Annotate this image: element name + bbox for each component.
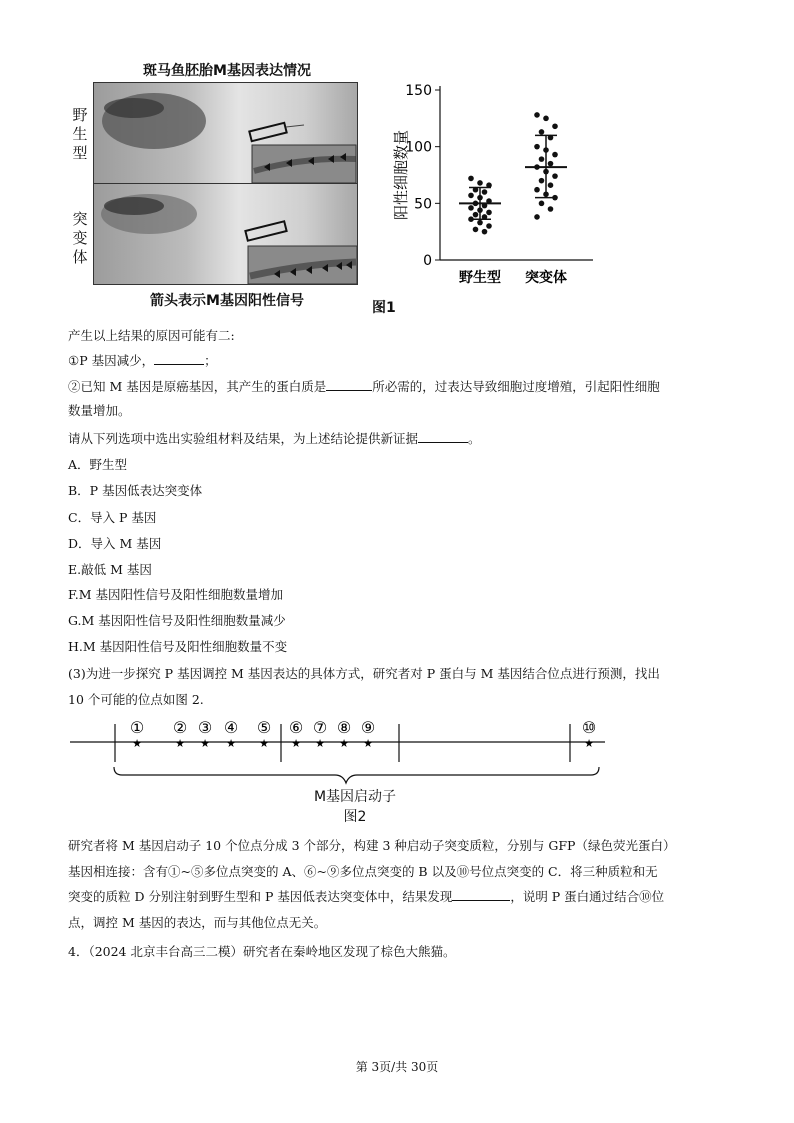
page-footer: 第 3页/共 30页 — [355, 1060, 439, 1074]
site-label: ⑦ — [312, 718, 328, 737]
site-label: ⑨ — [360, 718, 376, 737]
row-label-mutant: 突变体 — [72, 210, 88, 266]
y-tick-label: 50 — [414, 196, 432, 213]
option-e: E.敲低 M 基因 — [68, 562, 152, 577]
site-label: ⑧ — [336, 718, 352, 737]
data-point — [534, 214, 540, 220]
embryo-mutant-drawing — [94, 184, 357, 284]
star-icon: ★ — [291, 737, 301, 750]
embryo-image-wildtype — [93, 82, 358, 184]
site-label: ② — [172, 718, 188, 737]
y-tick-label: 150 — [405, 83, 432, 99]
data-point — [543, 116, 549, 122]
data-point — [482, 229, 488, 235]
star-icon: ★ — [339, 737, 349, 750]
data-point — [468, 205, 474, 211]
question-select: 请从下列选项中选出实验组材料及结果，为上述结论提供新证据 。 — [68, 431, 481, 446]
site-label: ③ — [197, 718, 213, 737]
option-d: D．导入 M 基因 — [68, 536, 162, 551]
figure1-caption: 箭头表示M基因阳性信号 — [150, 293, 304, 309]
star-icon: ★ — [132, 737, 142, 750]
reason-2: ②已知 M 基因是原癌基因，其产生的蛋白质是 所必需的，过表达导致细胞过度增殖，引起阳性细胞 — [68, 379, 660, 394]
option-c: C．导入 P 基因 — [68, 510, 157, 525]
star-icon: ★ — [200, 737, 210, 750]
embryo-wildtype-drawing — [94, 83, 357, 183]
reason-1: ①P 基因减少， ； — [68, 353, 217, 368]
promoter-diagram — [70, 712, 610, 787]
star-icon: ★ — [226, 737, 236, 750]
data-point — [477, 180, 483, 186]
data-point — [548, 206, 554, 212]
paragraph-mutation-line3: 突变的质粒 D 分别注射到野生型和 P 基因低表达突变体中，结果发现 ，说明 P 蛋白通过结合⑩位 — [68, 889, 665, 904]
data-point — [534, 112, 540, 118]
star-icon: ★ — [315, 737, 325, 750]
x-category-label: 突变体 — [525, 270, 567, 286]
question-3-line2: 10 个可能的位点如图 2. — [68, 692, 204, 707]
answer-blank[interactable] — [418, 442, 468, 443]
data-point — [552, 123, 558, 129]
answer-blank[interactable] — [452, 900, 510, 901]
reason-2-cont: 数量增加。 — [68, 403, 131, 418]
site-label: ⑤ — [256, 718, 272, 737]
question-3-line1: (3)为进一步探究 P 基因调控 M 基因表达的具体方式，研究者对 P 蛋白与 M 基因结合位点进行预测，找出 — [68, 666, 660, 681]
data-point — [539, 178, 545, 184]
site-label: ⑥ — [288, 718, 304, 737]
data-point — [548, 161, 554, 167]
question-4: 4．（2024 北京丰台高三二模）研究者在秦岭地区发现了棕色大熊猫。 — [68, 944, 456, 959]
site-label: ① — [129, 718, 145, 737]
figure1-label: 图1 — [372, 300, 396, 316]
y-tick-label: 0 — [423, 253, 432, 269]
data-point — [486, 223, 492, 229]
figure2-caption: M基因启动子 — [313, 789, 397, 805]
data-point — [473, 227, 479, 233]
data-point — [539, 129, 545, 135]
star-icon: ★ — [363, 737, 373, 750]
paragraph-reasons: 产生以上结果的原因可能有二: — [68, 328, 235, 343]
paragraph-mutation-line4: 点，调控 M 基因的表达，而与其他位点无关。 — [68, 915, 327, 930]
data-point — [468, 176, 474, 182]
y-axis-label: 阳性细胞数量 — [392, 129, 410, 221]
option-b: B．P 基因低表达突变体 — [68, 483, 203, 498]
figure1-title: 斑马鱼胚胎M基因表达情况 — [143, 63, 311, 79]
paragraph-mutation-line2: 基因相连接：含有①~⑤多位点突变的 A、⑥~⑨多位点突变的 B 以及⑩号位点突变的 C．将三种质粒和无 — [68, 864, 658, 879]
star-icon: ★ — [175, 737, 185, 750]
answer-blank[interactable] — [154, 364, 204, 365]
site-label: ⑩ — [581, 718, 597, 737]
data-point — [548, 182, 554, 188]
data-point — [477, 220, 483, 226]
positive-cell-chart — [388, 78, 598, 293]
data-point — [534, 187, 540, 193]
data-point — [482, 189, 488, 195]
data-point — [534, 144, 540, 150]
data-point — [473, 212, 479, 218]
data-point — [486, 210, 492, 216]
option-h: H.M 基因阳性信号及阳性细胞数量不变 — [68, 639, 288, 654]
paragraph-mutation-line1: 研究者将 M 基因启动子 10 个位点分成 3 个部分，构建 3 种启动子突变质粒，分别与 GFP（绿色荧光蛋白） — [68, 838, 676, 853]
data-point — [468, 193, 474, 199]
option-f: F.M 基因阳性信号及阳性细胞数量增加 — [68, 587, 283, 602]
site-label: ④ — [223, 718, 239, 737]
star-icon: ★ — [584, 737, 594, 750]
data-point — [539, 201, 545, 207]
answer-blank[interactable] — [326, 390, 372, 391]
row-label-wildtype: 野生型 — [72, 106, 88, 162]
y-tick-label: 100 — [405, 139, 432, 156]
star-icon: ★ — [259, 737, 269, 750]
data-point — [552, 173, 558, 179]
embryo-image-mutant — [93, 183, 358, 285]
data-point — [539, 156, 545, 162]
option-g: G.M 基因阳性信号及阳性细胞数量减少 — [68, 613, 286, 628]
x-category-label: 野生型 — [459, 270, 501, 286]
promoter-brace — [114, 767, 599, 783]
figure2-label: 图2 — [343, 809, 367, 825]
data-point — [552, 152, 558, 158]
option-a: A．野生型 — [68, 457, 128, 472]
